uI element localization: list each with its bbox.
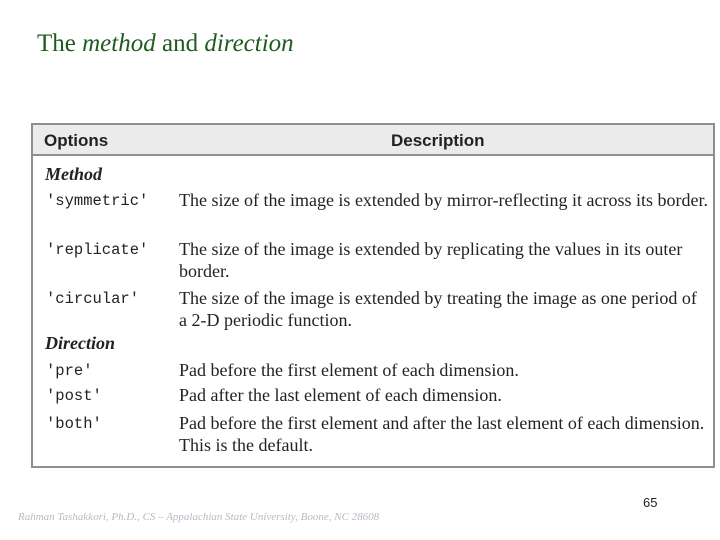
description-pre: Pad before the first element of each dimension. (179, 360, 519, 380)
title-text-2: and (155, 30, 205, 57)
option-symmetric: 'symmetric' (46, 192, 149, 210)
header-description: Description (391, 131, 485, 150)
option-pre: 'pre' (46, 362, 93, 380)
title-text-method: method (82, 30, 156, 57)
description-replicate: The size of the image is extended by replicating the values in its outer border. (179, 239, 683, 281)
description-post: Pad after the last element of each dimension. (179, 385, 502, 405)
slide-title (37, 30, 294, 58)
title-text-1: The (37, 30, 83, 57)
option-circular: 'circular' (46, 290, 140, 308)
header-options: Options (44, 131, 109, 150)
description-both: Pad before the first element and after the last element of each dimension. This is the default. (179, 413, 705, 455)
description-symmetric: The size of the image is extended by mirror-reflecting it across its border. (179, 190, 708, 210)
option-post: 'post' (46, 387, 102, 405)
section-label-method: Method (45, 164, 103, 184)
section-label-direction: Direction (45, 333, 115, 353)
options-table (31, 123, 715, 468)
table-header-row (33, 125, 713, 156)
footer-credit: Rahman Tashakkori, Ph.D., CS – Appalachian State University, Boone, NC 28608 (18, 511, 380, 523)
page-number: 65 (643, 495, 658, 510)
title-text-direction: direction (204, 30, 294, 57)
option-both: 'both' (46, 415, 102, 433)
description-circular: The size of the image is extended by treating the image as one period of a 2-D periodic function. (179, 288, 697, 330)
option-replicate: 'replicate' (46, 241, 149, 259)
